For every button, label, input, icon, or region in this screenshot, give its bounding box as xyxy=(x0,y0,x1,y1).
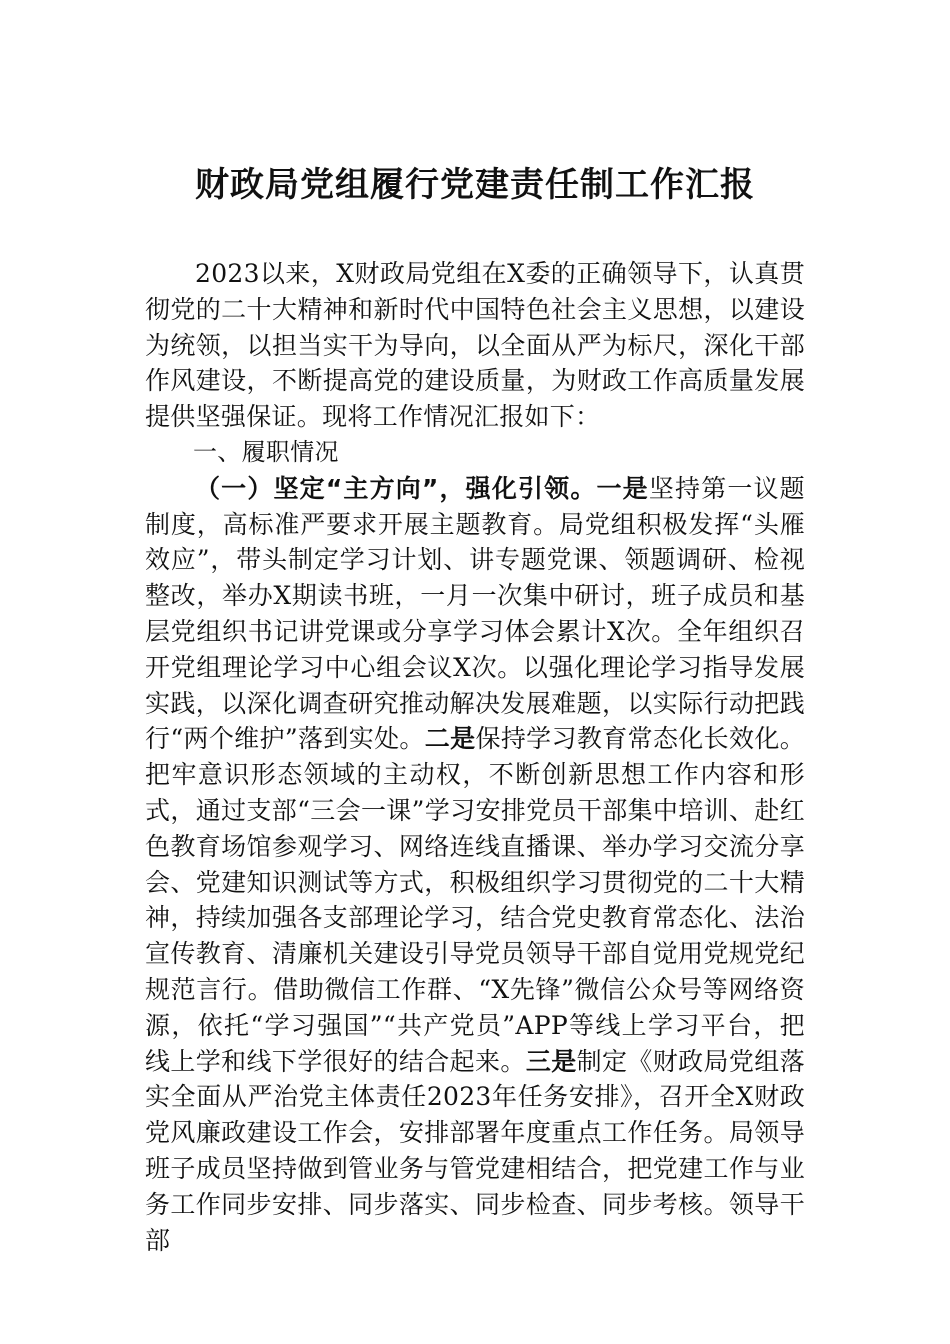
document-title: 财政局党组履行党建责任制工作汇报 xyxy=(195,165,755,205)
point-text-second: 保持学习教育常态化长效化。把牢意识形态领域的主动权，不断创新思想工作内容和形式，通过支部“三会一课”学习安排党员干部集中培训、赴红色教育场馆参观学习、网络连线直播课、举办学习交流分享会、党建知识测试等方式，积极组织学习贯彻党的二十大精神，持续加强各支部理论学习，结合党史教育常态化、法治宣传教育、清廉机关建设引导党员领导干部自觉用党规党纪规范言行。借助微信工作群、“X先锋”微信公众号等网络资源，依托“学习强国”“共产党员”APP等线上学习平台，把线上学和线下学很好的结合起来。 xyxy=(145,724,805,1076)
point-label-first: 一是 xyxy=(596,473,649,503)
point-label-second: 二是 xyxy=(424,724,476,754)
point-text-third: 制定《财政局党组落实全面从严治党主体责任2023年任务安排》，召开全X财政党风廉政建设工作会，安排部署年度重点工作任务。局领导班子成员坚持做到管业务与管党建相结合，把党建工作与业务工作同步安排、同步落实、同步检查、同步考核。领导干部 xyxy=(145,1046,805,1255)
intro-paragraph: 2023以来，X财政局党组在X委的正确领导下，认真贯彻党的二十大精神和新时代中国特色社会主义思想，以建设为统领，以担当实干为导向，以全面从严为标尺，深化干部作风建设，不断提高党的建设质量，为财政工作高质量发展提供坚强保证。现将工作情况汇报如下： xyxy=(145,259,805,432)
point-text-first: 坚持第一议题制度，高标准严要求开展主题教育。局党组积极发挥“头雁效应”，带头制定学习计划、讲专题党课、领题调研、检视整改，举办X期读书班，一月一次集中研讨，班子成员和基层党组织书记讲党课或分享学习体会累计X次。全年组织召开党组理论学习中心组会议X次。以强化理论学习指导发展实践，以深化调查研究推动解决发展难题，以实际行动把践行“两个维护”落到实处。 xyxy=(145,473,805,754)
point-label-third: 三是 xyxy=(525,1046,577,1076)
section-heading: 一、履职情况 xyxy=(193,437,339,466)
document-body xyxy=(145,256,805,1258)
subsection-heading: （一）坚定“主方向”，强化引领。 xyxy=(195,473,597,503)
section-paragraph xyxy=(145,471,805,1259)
